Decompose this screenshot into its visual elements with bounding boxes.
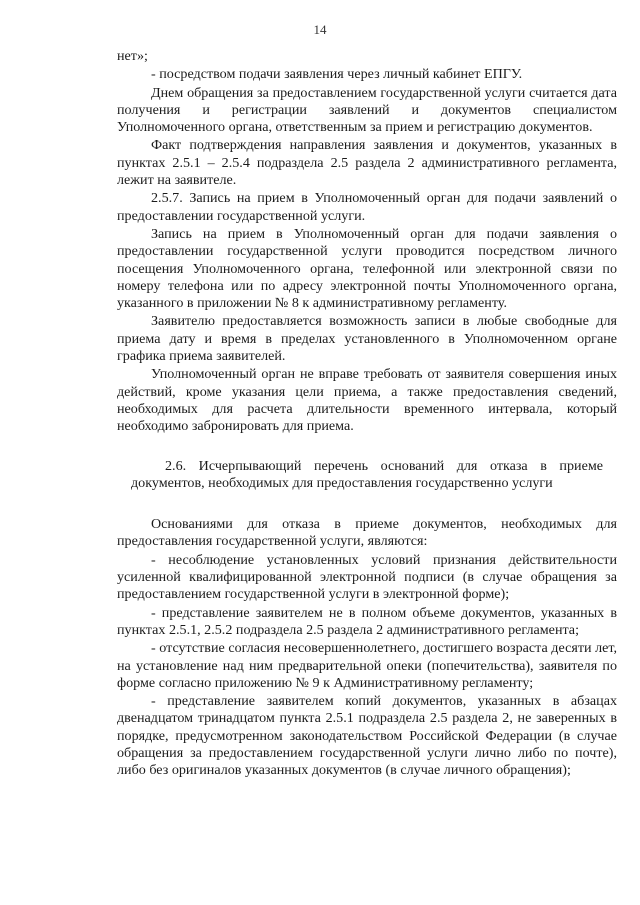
paragraph: нет»;	[117, 48, 148, 64]
paragraph: 2.5.7. Запись на прием в Уполномоченный орган для подачи заявлений о предоставлении государственной услуги.	[117, 190, 617, 224]
paragraph: Факт подтверждения направления заявления и документов, указанных в пунктах 2.5.1 – 2.5.4 подраздела 2.5 раздела 2 административного регламента, лежит на заявителе.	[117, 137, 617, 189]
page-number: 14	[313, 22, 327, 37]
paragraph: Заявителю предоставляется возможность записи в любые свободные для приема дату и время в пределах установленного в Уполномоченном органе графика приема заявителей.	[117, 313, 617, 365]
paragraph: - посредством подачи заявления через личный кабинет ЕПГУ.	[151, 66, 523, 83]
document-body	[117, 48, 617, 781]
paragraph: - представление заявителем копий документов, указанных в абзацах двенадцатом тринадцатом пункта 2.5.1 подраздела 2.5 раздела 2, не заверенных в порядке, предусмотренном законодательством Российской Федерации (в случае обращения за предоставлением государственной услуги лично либо по почте), либо без оригиналов указанных документов (в случае личного обращения);	[117, 693, 617, 779]
paragraph: - несоблюдение установленных условий признания действительности усиленной квалифицированной электронной подписи (в случае обращения за предоставлением государственной услуги в электронной форме);	[117, 551, 617, 603]
bottom-paragraphs	[117, 516, 617, 779]
section-heading: 2.6. Исчерпывающий перечень оснований для отказа в приеме документов, необходимых для предоставления государственно услуги	[131, 457, 603, 491]
paragraph: Уполномоченный орган не вправе требовать от заявителя совершения иных действий, кроме указания цели приема, а также предоставления сведений, необходимых для расчета длительности временного интервала, который необходимо забронировать для приема.	[117, 366, 617, 435]
paragraph: Основаниями для отказа в приеме документов, необходимых для предоставления государственной услуги, являются:	[117, 516, 617, 550]
top-paragraphs	[117, 48, 617, 436]
paragraph: Днем обращения за предоставлением государственной услуги считается дата получения и регистрации заявлений и документов специалистом Уполномоченного органа, ответственным за прием и регистрацию документов.	[117, 84, 617, 136]
paragraph: Запись на прием в Уполномоченный орган для подачи заявления о предоставлении государственной услуги проводится посредством личного посещения Уполномоченного органа, телефонной или электронной связи по номеру телефона или по адресу электронной почты Уполномоченного органа, указанного в приложении № 8 к административному регламенту.	[117, 225, 617, 312]
paragraph: - отсутствие согласия несовершеннолетнего, достигшего возраста десяти лет, на установление над ним предварительной опеки (попечительства), заявителя по форме согласно приложению № 9 к Административному регламенту;	[117, 640, 617, 691]
paragraph: - представление заявителем не в полном объеме документов, указанных в пунктах 2.5.1, 2.5.2 подраздела 2.5 раздела 2 административного регламента;	[117, 604, 617, 638]
